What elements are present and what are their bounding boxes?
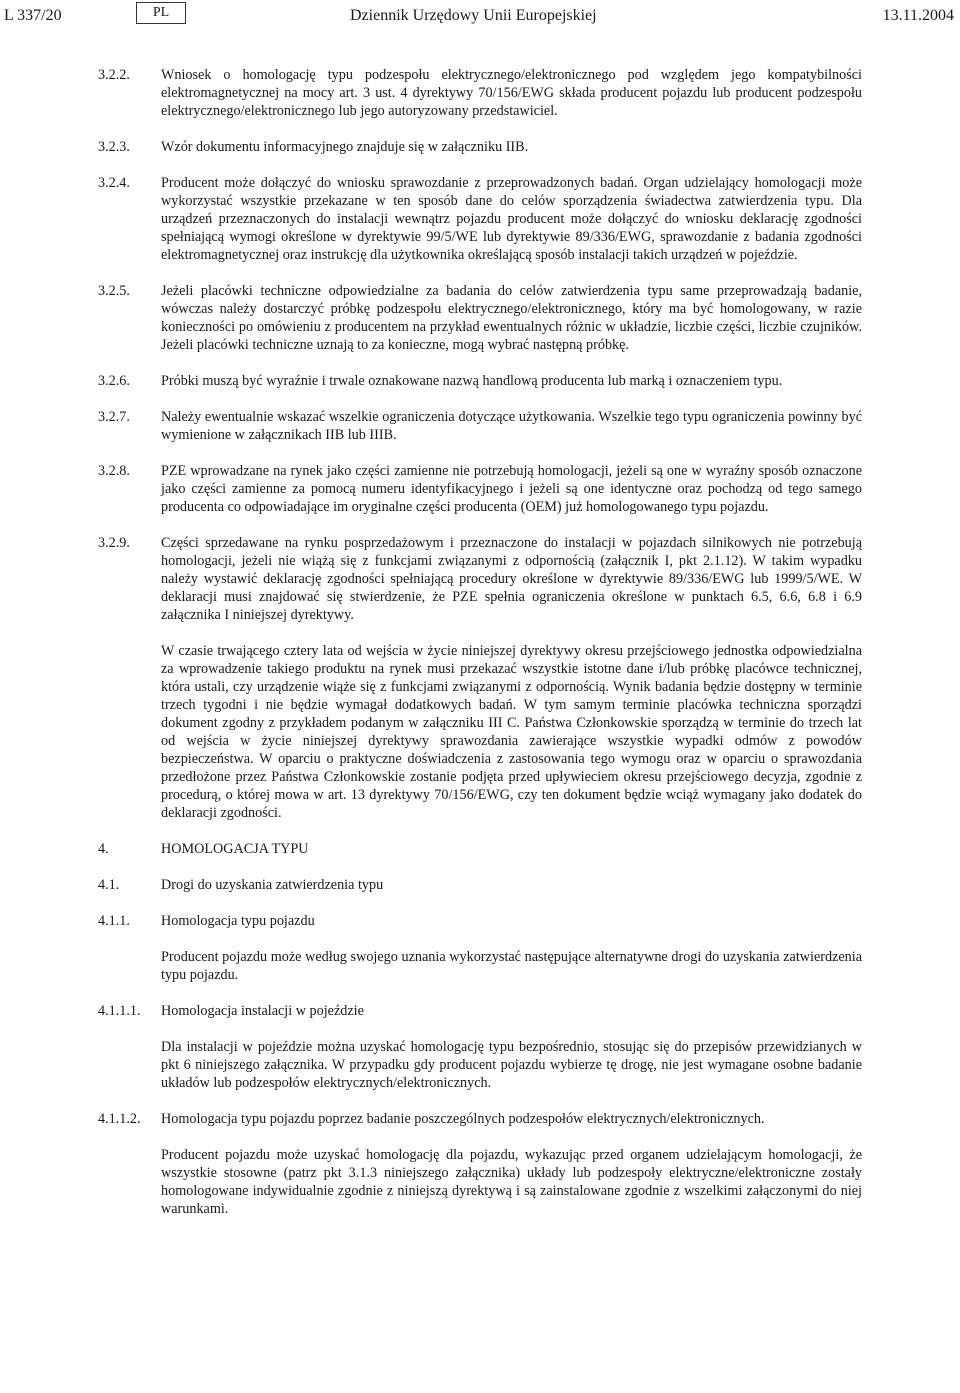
- section-paragraph: Wniosek o homologację typu podzespołu elektrycznego/elektronicznego pod względem jego kompatybilności elektromagnetycznej na mocy art. 3 ust. 4 dyrektywy 70/156/EWG składa producent pojazdu lub producent podzespołu elektrycznego/elektronicznego lub jego autoryzowany przedstawiciel.: [161, 67, 862, 119]
- section-paragraph: Należy ewentualnie wskazać wszelkie ograniczenia dotyczące użytkowania. Wszelkie tego typu ograniczenia powinny być wymienione w załącznikach IIB lub IIIB.: [161, 409, 862, 443]
- section-paragraph: PZE wprowadzane na rynek jako części zamienne nie potrzebują homologacji, jeżeli są one w wyraźny sposób oznaczone jako części zamienne za pomocą numeru identyfikacyjnego i jeżeli są one identyczne oraz pochodzą od tego samego producenta co odpowiadające im oryginalne części producenta (OEM) już homologowanego typu pojazdu.: [161, 463, 862, 515]
- section-number: 3.2.8.: [98, 463, 130, 479]
- document-body: [98, 66, 862, 1236]
- section-4-1-1-1: [98, 1002, 862, 1092]
- section-3-2-2: [98, 66, 862, 120]
- section-3-2-4: [98, 174, 862, 264]
- section-heading: HOMOLOGACJA TYPU: [161, 841, 309, 857]
- section-number: 3.2.5.: [98, 283, 130, 299]
- page-reference: L 337/20: [4, 7, 62, 24]
- section-paragraph: W czasie trwającego cztery lata od wejścia w życie niniejszej dyrektywy okresu przejściowego jednostka odpowiedzialna za wprowadzenie takiego produktu na rynek musi przekazać wszystkie istotne dane i/lub próbkę placówce technicznej, która ustali, czy urządzenie wiąże się z funkcjami związanymi z odpornością. Wynik badania będzie dostępny w terminie trzech tygodni i nie będzie wymagał dodatkowych badań. W tym samym terminie placówka techniczna sporządzi dokument zgodny z przykładem podanym w załączniku III C. Państwa Członkowskie sporządzą w terminie do trzech lat od wejścia w życie niniejszej dyrektywy sprawozdania zawierające wszystkie wypadki odmów z powodów bezpieczeństwa. W oparciu o praktyczne doświadczenia z zastosowania tego wymogu oraz w oparciu o sprawozdania przedłożone przez Państwa Członkowskie zostanie podjęta przed upływieciem okresu przejściowego decyzja, zgodnie z procedurą, o której mowa w art. 13 dyrektywy 70/156/EWG, czy ten dokument będzie wciąż wymagany jako dodatek do deklaracji zgodności.: [161, 643, 862, 821]
- section-number: 3.2.3.: [98, 139, 130, 155]
- section-heading: Drogi do uzyskania zatwierdzenia typu: [161, 877, 384, 893]
- section-heading: Homologacja typu pojazdu: [161, 913, 315, 929]
- section-paragraph: Dla instalacji w pojeździe można uzyskać homologację typu bezpośrednio, stosując się do przepisów przewidzianych w pkt 6 niniejszego załącznika. W przypadku gdy producent pojazdu wybierze tę drogę, nie jest wymagane osobne badanie układów lub podzespołów elektrycznych/elektronicznych.: [161, 1039, 862, 1091]
- section-paragraph: Producent pojazdu może według swojego uznania wykorzystać następujące alternatywne drogi do uzyskania zatwierdzenia typu pojazdu.: [161, 949, 862, 983]
- section-number: 4.1.: [98, 877, 120, 893]
- section-paragraph: Jeżeli placówki techniczne odpowiedzialne za badania do celów zatwierdzenia typu same przeprowadzają badanie, wówczas należy dostarczyć próbkę podzespołu elektrycznego/elektronicznego, który ma być homologowany, w razie konieczności po omówieniu z producentem na przykład ewentualnych różnic w układzie, liczbie części, liczbie czujników. Jeżeli placówki techniczne uznają to za konieczne, mogą wybrać następną próbkę.: [161, 283, 862, 353]
- section-number: 4.1.1.1.: [98, 1003, 141, 1019]
- publication-date: 13.11.2004: [882, 7, 954, 24]
- section-4-1: [98, 876, 862, 894]
- section-number: 4.: [98, 841, 109, 857]
- section-3-2-9: [98, 534, 862, 822]
- page-header: [0, 2, 960, 28]
- language-badge: PL: [136, 2, 186, 24]
- section-paragraph: Części sprzedawane na rynku posprzedażowym i przeznaczone do instalacji w pojazdach silnikowych nie potrzebują homologacji, jeżeli nie wiążą się z funkcjami związanymi z odpornością (załącznik I, pkt 2.1.12). W takim wypadku należy wystawić deklarację zgodności spełniającą procedury określone w dyrektywie 89/336/EWG lub 1999/5/WE. W deklaracji musi znajdować się stwierdzenie, że PZE spełnia ograniczenia określone w punktach 6.5, 6.6, 6.8 i 6.9 załącznika I niniejszej dyrektywy.: [161, 535, 862, 623]
- section-number: 3.2.9.: [98, 535, 130, 551]
- section-paragraph: Producent może dołączyć do wniosku sprawozdanie z przeprowadzonych badań. Organ udzielający homologacji może wykorzystać wszystkie przekazane w ten sposób dane do celów sporządzenia świadectwa zatwierdzenia typu. Dla urządzeń przeznaczonych do instalacji wewnątrz pojazdu producent może dołączyć do wniosku deklarację zgodności spełniającą wymogi określone w dyrektywie 99/5/WE lub dyrektywie 89/336/EWG, sprawozdanie z badania zgodności elektromagnetycznej oraz instrukcję dla użytkownika określającą sposób instalacji takich urządzeń w pojeździe.: [161, 175, 862, 263]
- section-3-2-5: [98, 282, 862, 354]
- section-3-2-8: [98, 462, 862, 516]
- section-paragraph: Wzór dokumentu informacyjnego znajduje się w załączniku IIB.: [161, 139, 529, 155]
- section-heading: Homologacja instalacji w pojeździe: [161, 1003, 364, 1019]
- journal-title: Dziennik Urzędowy Unii Europejskiej: [350, 7, 597, 24]
- section-heading: Homologacja typu pojazdu poprzez badanie poszczególnych podzespołów elektrycznych/elektronicznych.: [161, 1111, 765, 1127]
- section-number: 4.1.1.2.: [98, 1111, 141, 1127]
- section-4: [98, 840, 862, 858]
- section-3-2-3: [98, 138, 862, 156]
- section-3-2-6: [98, 372, 862, 390]
- section-number: 3.2.7.: [98, 409, 130, 425]
- section-paragraph: Producent pojazdu może uzyskać homologację dla pojazdu, wykazując przed organem udzielającym homologacji, że wszystkie stosowne (patrz pkt 3.1.3 niniejszego załącznika) układy lub podzespoły elektryczne/elektroniczne zostały homologowane indywidualnie zgodnie z niniejszą dyrektywą i są zainstalowane zgodnie z wszelkimi załączonymi do niej warunkami.: [161, 1147, 862, 1217]
- section-number: 3.2.4.: [98, 175, 130, 191]
- section-paragraph: Próbki muszą być wyraźnie i trwale oznakowane nazwą handlową producenta lub marką i oznaczeniem typu.: [161, 373, 783, 389]
- section-4-1-1-2: [98, 1110, 862, 1218]
- section-number: 3.2.6.: [98, 373, 130, 389]
- section-4-1-1: [98, 912, 862, 984]
- section-3-2-7: [98, 408, 862, 444]
- section-number: 4.1.1.: [98, 913, 130, 929]
- section-number: 3.2.2.: [98, 67, 130, 83]
